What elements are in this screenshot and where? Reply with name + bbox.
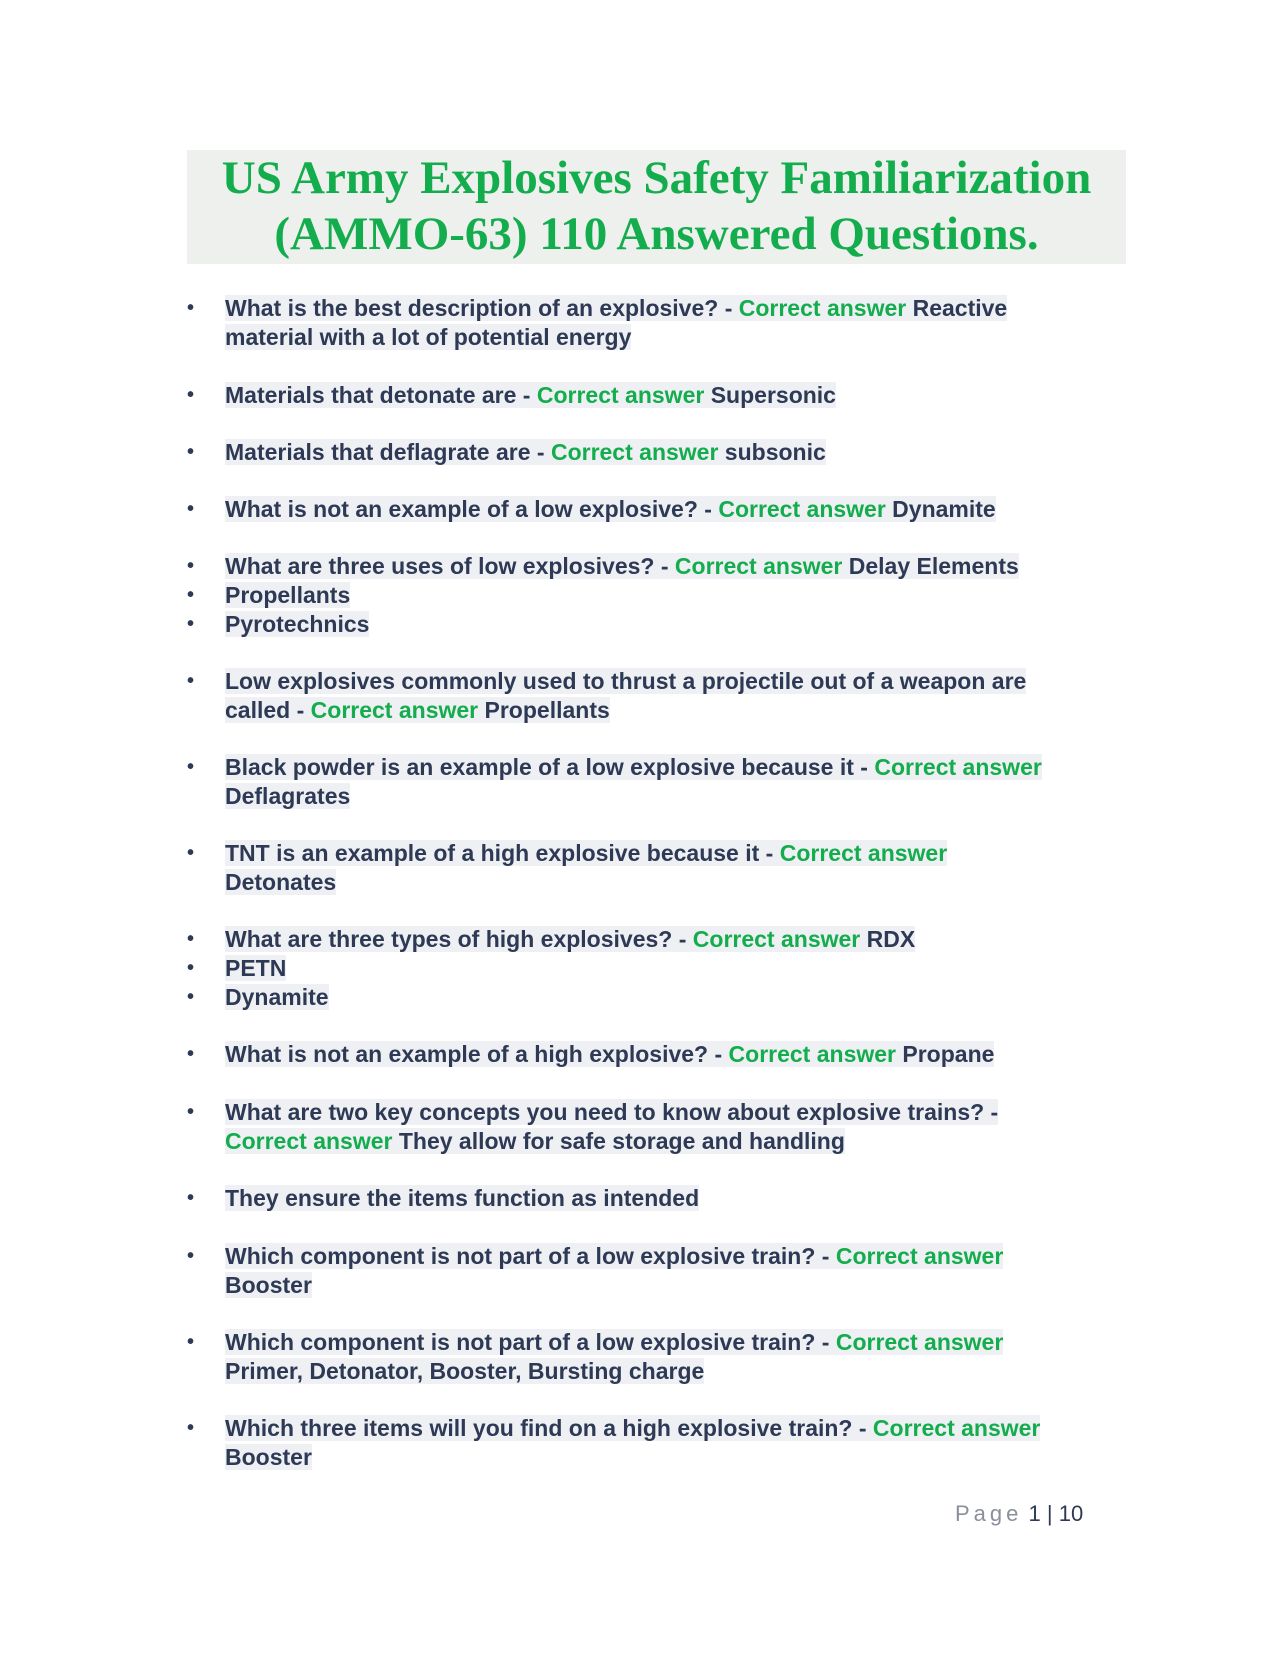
question-text: What are three types of high explosives? -: [225, 926, 693, 952]
item-text: [225, 954, 1127, 983]
question-answer-line: [225, 553, 1019, 579]
bullet-icon: •: [187, 1101, 195, 1123]
question-answer-line: [225, 382, 836, 408]
bullet-icon: •: [187, 1043, 195, 1065]
item-plain-text: They ensure the items function as intended: [225, 1185, 700, 1211]
question-answer-line: [225, 926, 915, 952]
item-text: [225, 294, 1127, 352]
bullet-icon: •: [187, 297, 195, 319]
bullet-icon: •: [187, 670, 195, 692]
correct-answer-label: Correct answer: [225, 1128, 393, 1154]
question-answer-line: [225, 1329, 1003, 1355]
question-answer-line: [225, 1415, 1040, 1441]
correct-answer-label: Correct answer: [718, 496, 886, 522]
bullet-icon: •: [187, 584, 195, 606]
correct-answer-label: Correct answer: [835, 1243, 1004, 1269]
correct-answer-label: Correct answer: [674, 553, 843, 579]
question-text: What are three uses of low explosives? -: [225, 553, 675, 579]
question-text: Which component is not part of a low explosive train? -: [225, 1243, 836, 1269]
answer-text-continued: Primer, Detonator, Booster, Bursting charge: [225, 1358, 705, 1384]
answer-text: Delay Elements: [842, 553, 1019, 579]
footer-page-label: Page: [955, 1501, 1023, 1526]
question-answer-line: [225, 754, 1042, 780]
bullet-icon: •: [187, 1331, 195, 1353]
answer-text-continued: Booster: [225, 1272, 312, 1298]
item-text: [225, 381, 1127, 410]
answer-text: Propane: [896, 1041, 995, 1067]
item-text: [225, 983, 1127, 1012]
bullet-icon: •: [187, 1417, 195, 1439]
footer-page-total: 10: [1058, 1501, 1084, 1526]
item-text: [225, 438, 1127, 467]
answer-text: Propellants: [478, 697, 610, 723]
bullet-icon: •: [187, 842, 195, 864]
item-text: [225, 1414, 1127, 1472]
page-footer: [955, 1500, 1105, 1528]
item-text: [225, 1098, 1127, 1156]
question-answer-line: [225, 295, 1007, 321]
correct-answer-label: Correct answer: [738, 295, 907, 321]
correct-answer-label: Correct answer: [872, 1415, 1041, 1441]
item-text: [225, 1242, 1127, 1300]
question-text: What is not an example of a low explosive? -: [225, 496, 719, 522]
item-plain-text: Pyrotechnics: [225, 611, 370, 637]
item-text: [225, 1040, 1127, 1069]
item-plain-text: Dynamite: [225, 984, 329, 1010]
question-answer-line: [225, 840, 947, 866]
item-plain-text: Propellants: [225, 582, 351, 608]
answer-text: RDX: [860, 926, 916, 952]
question-text: TNT is an example of a high explosive because it -: [225, 840, 780, 866]
correct-answer-label: Correct answer: [310, 697, 479, 723]
item-text: [225, 839, 1127, 897]
question-text-line: Low explosives commonly used to thrust a projectile out of a weapon are: [225, 668, 1027, 694]
title-line-1: US Army Explosives Safety Familiarization: [221, 152, 1092, 204]
item-text: [225, 552, 1127, 581]
correct-answer-label: Correct answer: [550, 439, 719, 465]
item-text: [225, 1184, 1127, 1213]
bullet-icon: •: [187, 1245, 195, 1267]
question-text: Materials that detonate are -: [225, 382, 537, 408]
item-plain-text: PETN: [225, 955, 287, 981]
footer-separator: |: [1046, 1501, 1053, 1526]
question-text: called -: [225, 697, 311, 723]
question-answer-line: [225, 1041, 994, 1067]
question-text: What is the best description of an explosive? -: [225, 295, 739, 321]
question-text: Materials that deflagrate are -: [225, 439, 551, 465]
answer-text: Supersonic: [704, 382, 836, 408]
correct-answer-label: Correct answer: [692, 926, 861, 952]
question-text: What is not an example of a high explosive? -: [225, 1041, 729, 1067]
bullet-icon: •: [187, 957, 195, 979]
question-text: Which three items will you find on a high explosive train? -: [225, 1415, 873, 1441]
question-text-line: What are two key concepts you need to know about explosive trains? -: [225, 1099, 999, 1125]
bullet-icon: •: [187, 1187, 195, 1209]
item-text: [225, 495, 1127, 524]
bullet-icon: •: [187, 498, 195, 520]
question-text: Black powder is an example of a low explosive because it -: [225, 754, 875, 780]
answer-text: subsonic: [718, 439, 826, 465]
answer-text-continued: Booster: [225, 1444, 312, 1470]
answer-text-continued: Detonates: [225, 869, 337, 895]
bullet-icon: •: [187, 555, 195, 577]
correct-answer-label: Correct answer: [728, 1041, 896, 1067]
answer-text-continued: material with a lot of potential energy: [225, 324, 632, 350]
title-line-2: (AMMO-63) 110 Answered Questions.: [274, 208, 1039, 260]
answer-text: They allow for safe storage and handling: [392, 1128, 845, 1154]
question-answer-line: [225, 1243, 1003, 1269]
answer-text: Reactive: [906, 295, 1008, 321]
bullet-icon: •: [187, 986, 195, 1008]
item-text: [225, 581, 1127, 610]
correct-answer-label: Correct answer: [536, 382, 705, 408]
question-answer-line: [225, 1128, 845, 1154]
correct-answer-label: Correct answer: [779, 840, 948, 866]
correct-answer-label: Correct answer: [874, 754, 1042, 780]
question-answer-line: [225, 439, 826, 465]
bullet-icon: •: [187, 441, 195, 463]
question-answer-line: [225, 697, 610, 723]
item-text: [225, 1328, 1127, 1386]
question-answer-line: [225, 496, 996, 522]
answer-text-continued: Deflagrates: [225, 783, 351, 809]
bullet-icon: •: [187, 756, 195, 778]
bullet-icon: •: [187, 613, 195, 635]
bullet-icon: •: [187, 384, 195, 406]
footer-page-current: 1: [1028, 1501, 1041, 1526]
question-text: Which component is not part of a low explosive train? -: [225, 1329, 836, 1355]
answer-text: Dynamite: [885, 496, 996, 522]
item-text: [225, 667, 1127, 725]
correct-answer-label: Correct answer: [835, 1329, 1004, 1355]
document-title: [187, 150, 1126, 264]
item-text: [225, 925, 1127, 954]
bullet-icon: •: [187, 928, 195, 950]
item-text: [225, 610, 1127, 639]
item-text: [225, 753, 1127, 811]
